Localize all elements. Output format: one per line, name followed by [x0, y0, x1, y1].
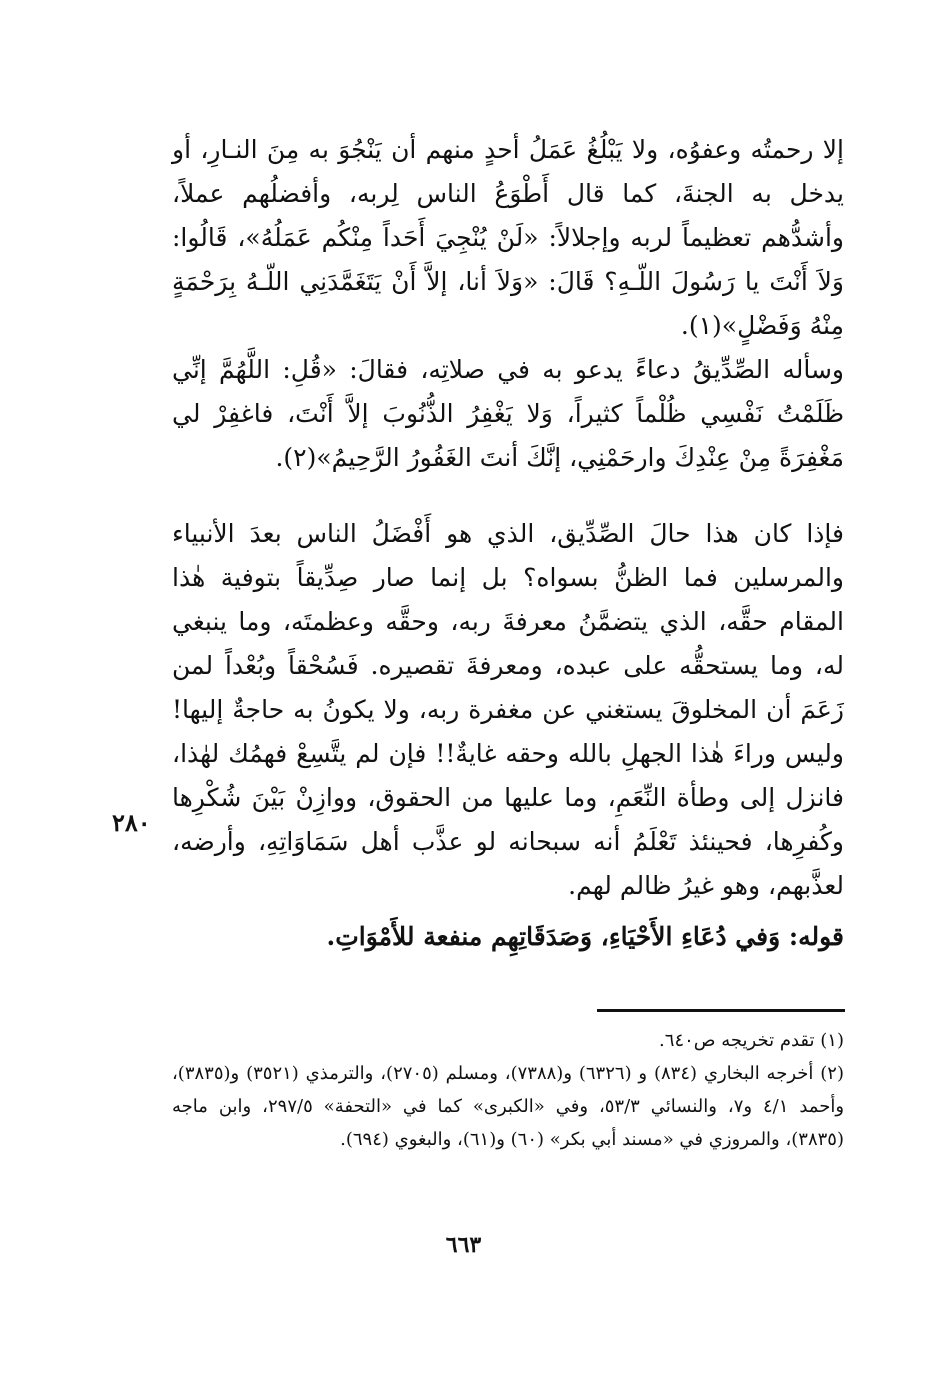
footnotes: [172, 1024, 844, 1156]
body-paragraph-3: فإذا كان هذا حالَ الصِّدِّيق، الذي هو أَفْضَلُ الناس بعدَ الأنبياء والمرسلين فما الظنُّ بسواه؟ بل إنما صار صِدِّيقاً بتوفية هٰذا المقام حقَّه، الذي يتضمَّنُ معرفةَ ربه، وحقَّه وعظمتَه، وما ينبغي له، وما يستحقُّه على عبده، ومعرفةَ تقصيره. فَسُحْقاً وبُعْداً لمن زَعَمَ أن المخلوقَ يستغني عن مغفرة ربه، ولا يكونُ به حاجةٌ إليها! وليس وراءَ هٰذا الجهلِ بالله وحقه غايةٌ!! فإن لم يتَّسِعْ فهمُك لهٰذا، فانزل إلى وطأة النِّعَمِ، وما عليها من الحقوق، ووازِنْ بَيْنَ شُكْرِها وكُفرِها، فحينئذ تَعْلَمُ أنه سبحانه لو عذَّب أهل سَمَاوَاتِهِ، وأرضه، لعذَّبهم، وهو غيرُ ظالم لهم.: [172, 519, 844, 900]
footnote-divider: [597, 1009, 845, 1012]
footnote-1: (١) تقدم تخريجه ص٦٤٠.: [659, 1030, 844, 1051]
heading-label: قوله:: [788, 922, 844, 951]
page-number: ٦٦٣: [445, 1232, 482, 1258]
body-paragraph-1: إلا رحمتُه وعفوُه، ولا يَبْلُغُ عَمَلُ أحدٍ منهم أن يَنْجُوَ به مِنَ النـارِ، أو يدخل به الجنةَ، كما قال أَطْوَعُ الناس لِربه، وأفضلُهم عملاً، وأشدُّهم تعظيماً لربه وإجلالاً: «لَنْ يُنْجِيَ أَحَداً مِنْكُم عَمَلُهُ»، قَالُوا: وَلاَ أَنْتَ يا رَسُولَ اللّـهِ؟ قَالَ: «وَلاَ أنا، إلاَّ أَنْ يَتَغَمَّدَنِي اللّـهُ بِرَحْمَةٍ مِنْهُ وَفَضْلٍ»(١).: [172, 135, 844, 340]
section-heading: [200, 922, 844, 951]
margin-reference-number: ٢٨٠: [112, 808, 151, 837]
footnote-2: (٢) أخرجه البخاري (٨٣٤) و (٦٣٢٦) و(٧٣٨٨)، ومسلم (٢٧٠٥)، والترمذي (٣٥٢١) و(٣٨٣٥)، وأحمد ٤/١ و٧، والنسائي ٥٣/٣، وفي «الكبرى» كما في «التحفة» ٢٩٧/٥، وابن ماجه (٣٨٣٥)، والمروزي في «مسند أبي بكر» (٦٠) و(٦١)، والبغوي (٦٩٤).: [172, 1063, 845, 1150]
heading-text: وَفي دُعَاءِ الأَحْيَاءِ، وَصَدَقَاتِهِم منفعة للأَمْوَاتِ.: [326, 922, 781, 951]
body-paragraph-2: وسأله الصِّدِّيقُ دعاءً يدعو به في صلاتِه، فقالَ: «قُلِ: اللَّهُمَّ إنِّي ظَلَمْتُ نَفْسِي ظُلْماً كثيراً، وَلا يَغْفِرُ الذُّنُوبَ إلاَّ أَنْتَ، فاغفِرْ لي مَغْفِرَةً مِنْ عِنْدِكَ وارحَمْنِي، إنَّكَ أنتَ الغَفُورُ الرَّحِيمُ»(٢).: [172, 355, 844, 472]
